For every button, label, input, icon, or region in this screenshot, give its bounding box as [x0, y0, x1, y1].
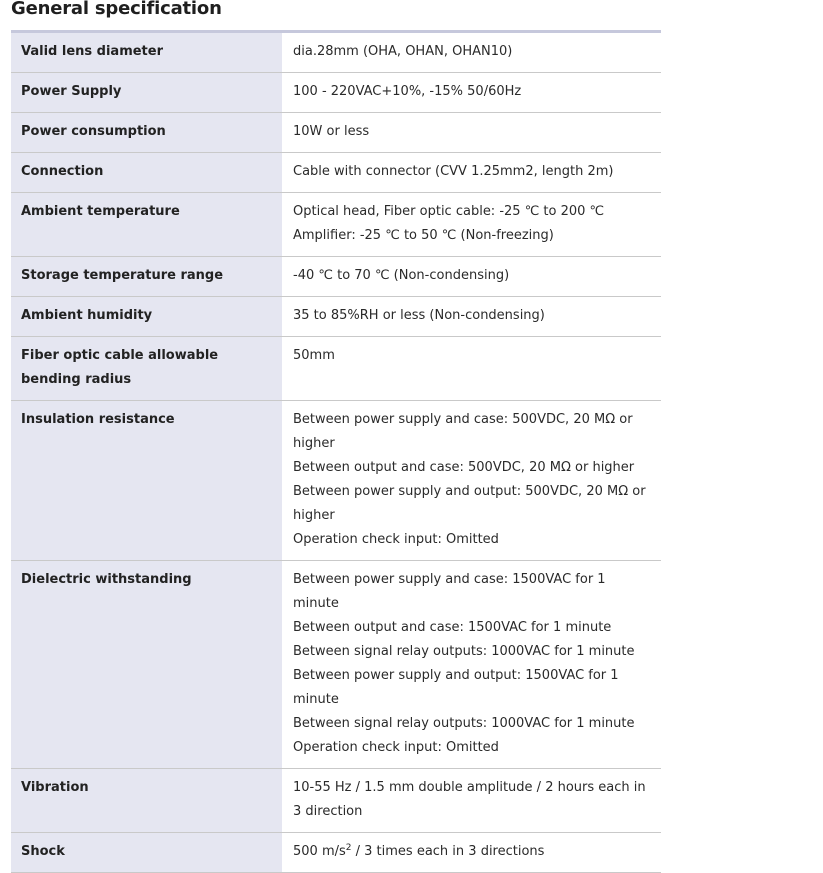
- section-heading: General specification: [11, 0, 222, 19]
- value-line: Between output and case: 500VDC, 20 MΩ or higher: [293, 460, 635, 475]
- value-line: Between output and case: 1500VAC for 1 minute: [293, 620, 612, 635]
- row-value: [282, 113, 661, 153]
- row-value: [282, 561, 661, 769]
- value-line: Between signal relay outputs: 1000VAC for 1 minute: [293, 716, 635, 731]
- value-line: 100 - 220VAC+10%, -15% 50/60Hz: [293, 84, 522, 99]
- row-label: Insulation resistance: [11, 401, 282, 561]
- value-line: Between power supply and case: 500VDC, 20 MΩ or higher: [293, 412, 633, 451]
- row-label: Ambient temperature: [11, 193, 282, 257]
- row-value: [282, 401, 661, 561]
- value-line: 10W or less: [293, 124, 370, 139]
- row-label: Power consumption: [11, 113, 282, 153]
- spec-table: [11, 33, 661, 873]
- table-row: [11, 833, 661, 873]
- value-line: -40 ℃ to 70 ℃ (Non-condensing): [293, 268, 510, 283]
- table-row: [11, 113, 661, 153]
- row-label: Connection: [11, 153, 282, 193]
- value-line: Operation check input: Omitted: [293, 532, 499, 547]
- value-line: Amplifier: -25 ℃ to 50 ℃ (Non-freezing): [293, 228, 554, 243]
- value-line: Between power supply and output: 500VDC, 20 MΩ or higher: [293, 484, 646, 523]
- row-value: [282, 193, 661, 257]
- table-row: [11, 337, 661, 401]
- table-row: [11, 561, 661, 769]
- row-value: [282, 73, 661, 113]
- value-superscript: 2: [345, 843, 352, 853]
- row-label: Storage temperature range: [11, 257, 282, 297]
- value-line: Optical head, Fiber optic cable: -25 ℃ to 200 ℃: [293, 204, 605, 219]
- row-label: Ambient humidity: [11, 297, 282, 337]
- value-text: 500 m/s: [293, 844, 346, 859]
- value-line: Between power supply and output: 1500VAC for 1 minute: [293, 668, 619, 707]
- value-line: 35 to 85%RH or less (Non-condensing): [293, 308, 545, 323]
- row-label: Fiber optic cable allowable bending radius: [11, 337, 282, 401]
- table-row: [11, 401, 661, 561]
- row-value: [282, 33, 661, 73]
- value-line: Operation check input: Omitted: [293, 740, 499, 755]
- value-line: dia.28mm (OHA, OHAN, OHAN10): [293, 44, 513, 59]
- row-label: Valid lens diameter: [11, 33, 282, 73]
- row-value: [282, 337, 661, 401]
- table-row: [11, 153, 661, 193]
- value-line: 50mm: [293, 348, 335, 363]
- row-value: [282, 769, 661, 833]
- value-line: 10-55 Hz / 1.5 mm double amplitude / 2 hours each in 3 direction: [293, 780, 646, 819]
- value-line: [293, 840, 653, 864]
- table-row: [11, 33, 661, 73]
- value-line: Between power supply and case: 1500VAC for 1 minute: [293, 572, 606, 611]
- row-label: Power Supply: [11, 73, 282, 113]
- value-line: Between signal relay outputs: 1000VAC for 1 minute: [293, 644, 635, 659]
- value-line: Cable with connector (CVV 1.25mm2, length 2m): [293, 164, 614, 179]
- table-row: [11, 73, 661, 113]
- row-value: [282, 833, 661, 873]
- table-row: [11, 297, 661, 337]
- table-row: [11, 257, 661, 297]
- row-value: [282, 257, 661, 297]
- row-label: Shock: [11, 833, 282, 873]
- table-row: [11, 193, 661, 257]
- row-label: Dielectric withstanding: [11, 561, 282, 769]
- row-label: Vibration: [11, 769, 282, 833]
- value-text: / 3 times each in 3 directions: [351, 844, 545, 859]
- row-value: [282, 153, 661, 193]
- table-row: [11, 769, 661, 833]
- row-value: [282, 297, 661, 337]
